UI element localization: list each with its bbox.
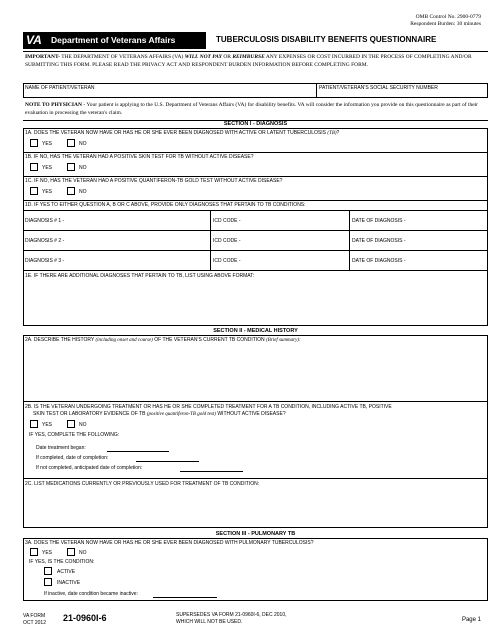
form-title: TUBERCULOSIS DISABILITY BENEFITS QUESTIONNAIRE: [216, 35, 437, 44]
date-of-completion-label: If completed, date of completion:: [36, 455, 109, 461]
anticipated-completion-field[interactable]: [180, 471, 243, 472]
question-1b: 1B. IF NO, HAS THE VETERAN HAD A POSITIVE SKIN TEST FOR TB WITHOUT ACTIVE DISEASE?: [25, 154, 254, 160]
inactive-checkbox[interactable]: [44, 578, 52, 586]
question-1d: 1D. IF YES TO EITHER QUESTION A, B OR C ABOVE, PROVIDE ONLY DIAGNOSES THAT PERTAIN TO TB CONDITIONS:: [25, 202, 306, 208]
q1c-no-checkbox[interactable]: [67, 187, 75, 195]
ssn-label: PATIENT/VETERAN'S SOCIAL SECURITY NUMBER: [319, 85, 438, 91]
q2b-no-checkbox[interactable]: [67, 420, 75, 428]
question-2c: 2C. LIST MEDICATIONS CURRENTLY OR PREVIOUSLY USED FOR TREATMENT OF TB CONDITION:: [25, 481, 260, 487]
date-of-completion-field[interactable]: [136, 461, 199, 462]
section-2-title: SECTION II - MEDICAL HISTORY: [213, 328, 298, 334]
footer-supersedes-line-1: SUPERSEDES VA FORM 21-0960I-6, DEC 2010,: [176, 612, 287, 618]
q1b-no-checkbox[interactable]: [67, 163, 75, 171]
date-treatment-began-field[interactable]: [107, 451, 169, 452]
q1b-yes-label: YES: [42, 165, 53, 171]
q1c-no-label: NO: [79, 189, 87, 195]
active-label: ACTIVE: [57, 569, 76, 575]
q1c-yes-label: YES: [42, 189, 53, 195]
q3a-yes-label: YES: [42, 550, 53, 556]
q1c-yes-checkbox[interactable]: [30, 187, 38, 195]
diagnosis-1-label: DIAGNOSIS # 1 -: [25, 218, 65, 224]
department-name: Department of Veterans Affairs: [51, 35, 176, 45]
additional-diagnoses-field[interactable]: [24, 280, 487, 324]
top-rule: [23, 51, 488, 52]
medications-field[interactable]: [24, 488, 487, 526]
if-yes-condition-label: IF YES, IS THE CONDITION:: [29, 559, 95, 565]
anticipated-completion-label: If not completed, anticipated date of completion:: [36, 465, 143, 471]
icd-code-2-label: ICD CODE -: [213, 238, 241, 244]
section-1-title: SECTION I - DIAGNOSIS: [223, 121, 288, 127]
q1a-yes-checkbox[interactable]: [30, 139, 38, 147]
va-logo-banner: [23, 32, 206, 49]
history-field[interactable]: [24, 344, 487, 399]
question-1a: 1A. DOES THE VETERAN NOW HAVE OR HAS HE OR SHE EVER BEEN DIAGNOSED WITH ACTIVE OR LATENT TUBERCULOSIS (TB)?: [25, 130, 340, 136]
active-checkbox[interactable]: [44, 567, 52, 575]
question-1e: 1E. IF THERE ARE ADDITIONAL DIAGNOSES THAT PERTAIN TO TB, LIST USING ABOVE FORMAT:: [25, 273, 255, 279]
footer-page-number: Page 1: [461, 617, 481, 623]
if-yes-complete-label: IF YES, COMPLETE THE FOLLOWING:: [29, 432, 120, 438]
q1b-yes-checkbox[interactable]: [30, 163, 38, 171]
diagnosis-2-label: DIAGNOSIS # 2 -: [25, 238, 65, 244]
omb-control-number: OMB Control No. 2900-0779: [415, 14, 481, 20]
q3a-yes-checkbox[interactable]: [30, 548, 38, 556]
patient-name-field[interactable]: [24, 91, 315, 97]
footer-form-date: OCT 2012: [23, 620, 46, 626]
q1a-yes-label: YES: [42, 141, 53, 147]
question-2b-line-2: SKIN TEST OR LABORATORY EVIDENCE OF TB (positive quantiferon-TB gold test) WITHOUT ACTIVE DISEASE?: [33, 411, 286, 417]
question-1c: 1C. IF NO, HAS THE VETERAN HAD A POSITIVE QUANTIFERON-TB GOLD TEST WITHOUT ACTIVE DISEASE?: [25, 178, 283, 184]
question-3a: 3A. DOES THE VETERAN NOW HAVE OR HAS HE OR SHE EVER BEEN DIAGNOSED WITH PULMONARY TUBERCULOSIS?: [25, 540, 314, 546]
date-became-inactive-field[interactable]: [153, 597, 217, 598]
diagnosis-3-label: DIAGNOSIS # 3 -: [25, 258, 65, 264]
q2b-yes-label: YES: [42, 422, 53, 428]
note-to-physician: NOTE TO PHYSICIAN - Your patient is applying to the U.S. Department of Veterans Affairs (VA) for disability benefits. VA will consider the information you provide on this questionnaire as part of their evaluation in processing the veteran's claim.: [25, 102, 478, 116]
footer-form-number: 21-0960I-6: [63, 613, 107, 623]
q3a-no-checkbox[interactable]: [67, 548, 75, 556]
date-became-inactive-label: If inactive, date condition became inactive:: [44, 591, 138, 597]
icd-code-1-label: ICD CODE -: [213, 218, 241, 224]
q3a-no-label: NO: [79, 550, 87, 556]
inactive-label: INACTIVE: [57, 580, 81, 586]
date-treatment-began-label: Date treatment began:: [36, 445, 86, 451]
respondent-burden: Respondent Burden: 30 minutes: [410, 21, 481, 27]
ssn-field[interactable]: [317, 91, 487, 97]
q1a-no-label: NO: [79, 141, 87, 147]
date-of-diagnosis-1-label: DATE OF DIAGNOSIS -: [352, 218, 406, 224]
date-of-diagnosis-2-label: DATE OF DIAGNOSIS -: [352, 238, 406, 244]
va-logo-icon: VA: [26, 33, 42, 47]
footer-supersedes-line-2: WHICH WILL NOT BE USED.: [176, 619, 243, 625]
q2b-no-label: NO: [79, 422, 87, 428]
patient-name-label: NAME OF PATIENT/VETERAN: [25, 85, 95, 91]
section-3-title: SECTION III - PULMONARY TB: [215, 531, 296, 537]
q1b-no-label: NO: [79, 165, 87, 171]
q2b-yes-checkbox[interactable]: [30, 420, 38, 428]
footer-va-form-label: VA FORM: [23, 613, 46, 619]
question-2b-line-1: 2B. IS THE VETERAN UNDERGOING TREATMENT OR HAS HE OR SHE COMPLETED TREATMENT FOR A TB CONDITION, INCLUDING ACTIVE TB, POSITIVE: [25, 404, 392, 410]
icd-code-3-label: ICD CODE -: [213, 258, 241, 264]
q1a-no-checkbox[interactable]: [67, 139, 75, 147]
date-of-diagnosis-3-label: DATE OF DIAGNOSIS -: [352, 258, 406, 264]
question-2a: 2A. DESCRIBE THE HISTORY (including onset and course) OF THE VETERAN'S CURRENT TB CONDITION (Brief summary):: [25, 337, 301, 343]
important-notice: IMPORTANT- THE DEPARTMENT OF VETERANS AFFAIRS (VA) WILL NOT PAY OR REIMBURSE ANY EXPENSES OR COST INCURRED IN THE PROCESS OF COMPLETING AND/OR SUBMITTING THIS FORM. PLEASE READ THE PRIVACY ACT AND RESPONDENT BURDEN INFORMATION BEFORE COMPLETING FORM.: [25, 54, 472, 68]
